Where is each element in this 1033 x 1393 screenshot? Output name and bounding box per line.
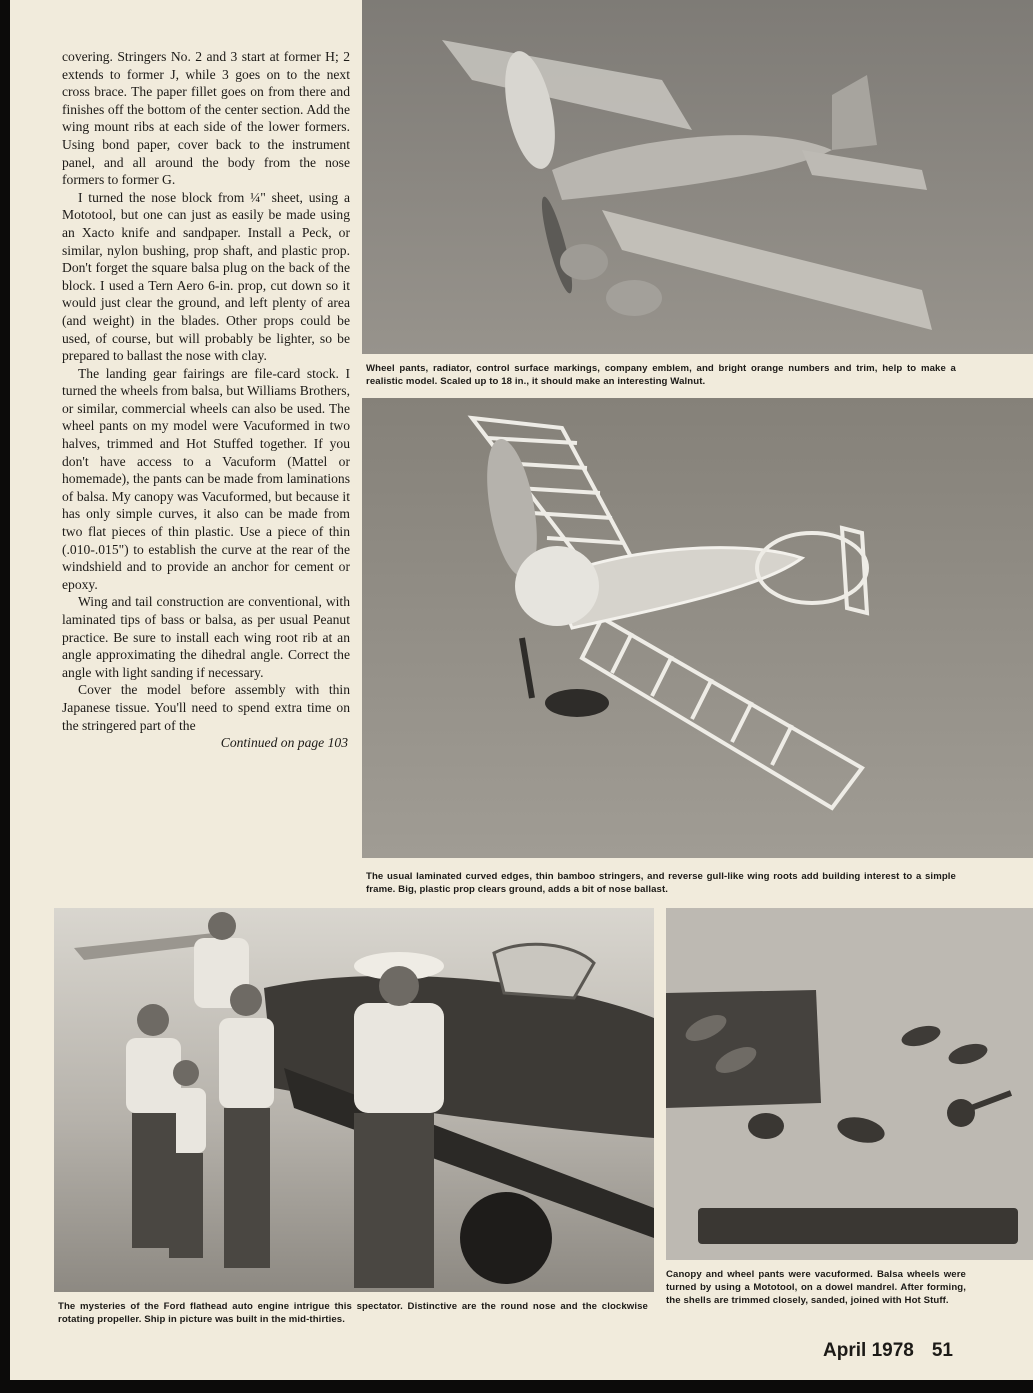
photo-frame-model-image (362, 398, 1033, 858)
photo-vacuformed-parts-image (666, 908, 1033, 1260)
article-paragraph: Wing and tail construction are conventional, with laminated tips of bass or balsa, as per usual Peanut practice. Be sure to install each wing root rib at an angle approximating the dihedral angle. Correct the angle with light sanding if necessary. (62, 594, 350, 680)
page-footer (823, 1340, 953, 1362)
page-number: 51 (931, 1340, 953, 1361)
photo-full-scale-plane (54, 908, 654, 1292)
caption-photo3: The mysteries of the Ford flathead auto engine intrigue this spectator. Distinctive are the round nose and the clockwise rotating propeller. Ship in picture was built in the mid-thirties. (58, 1301, 648, 1325)
caption-photo2: The usual laminated curved edges, thin bamboo stringers, and reverse gull-like wing roots add building interest to a simple frame. Big, plastic prop clears ground, adds a bit of nose ballast. (366, 871, 956, 895)
article-paragraph: The landing gear fairings are file-card stock. I turned the wheels from balsa, but Williams Brothers, or similar, commercial wheels can also be used. The wheel pants on my model were Vacuformed in two halves, trimmed and Hot Stuffed together. If you don't have access to a Vacuform (Mattel or homemade), the pants can be made from laminations of balsa. My canopy was Vacuformed, but because it has only simple curves, it also can be made from two flat pieces of thin plastic. Use a piece of thin (.010-.015") to establish the curve at the rear of the windshield and to provide an anchor for cement or epoxy. (62, 365, 350, 592)
photo-finished-model (362, 0, 1033, 354)
magazine-page (10, 0, 1033, 1380)
caption-photo4: Canopy and wheel pants were vacuformed. Balsa wheels were turned by using a Mototool, on a dowel mandrel. After forming, the shells are trimmed closely, sanded, joined with Hot Stuff. (666, 1269, 966, 1306)
article-column (62, 48, 350, 752)
photo-finished-model-image (362, 0, 1033, 354)
issue-date: April 1978 (823, 1340, 914, 1361)
photo-frame-model (362, 398, 1033, 858)
photo-vacuformed-parts (666, 908, 1033, 1260)
caption-photo1: Wheel pants, radiator, control surface markings, company emblem, and bright orange numbers and trim, help to make a realistic model. Scaled up to 18 in., it should make an interesting Walnut. (366, 363, 956, 387)
photo-full-scale-plane-image (54, 908, 654, 1292)
article-paragraph: I turned the nose block from ¼" sheet, using a Mototool, but one can just as easily be made using an Xacto knife and sandpaper. Install a Peck, or similar, nylon bushing, prop shaft, and plastic prop. Don't forget the square balsa plug on the back of the block. I used a Tern Aero 6-in. prop, cut down so it would just clear the ground, and left plenty of area (and weight) in the blades. Other props could be used, of course, but will probably be lighter, so be prepared to ballast the nose with clay. (62, 189, 350, 364)
continued-note: Continued on page 103 (220, 735, 348, 751)
article-paragraph: covering. Stringers No. 2 and 3 start at former H; 2 extends to former J, while 3 goes on to the next cross brace. The paper fillet goes on from there and finishes off the bottom of the center section. Add the wing mount ribs at each side of the lower formers. Using bond paper, cover back to the instrument panel, and all around the body from the nose formers to former G. (62, 49, 350, 188)
article-paragraph: Cover the model before assembly with thin Japanese tissue. You'll need to spend extra time on the stringered part of the (62, 682, 350, 733)
